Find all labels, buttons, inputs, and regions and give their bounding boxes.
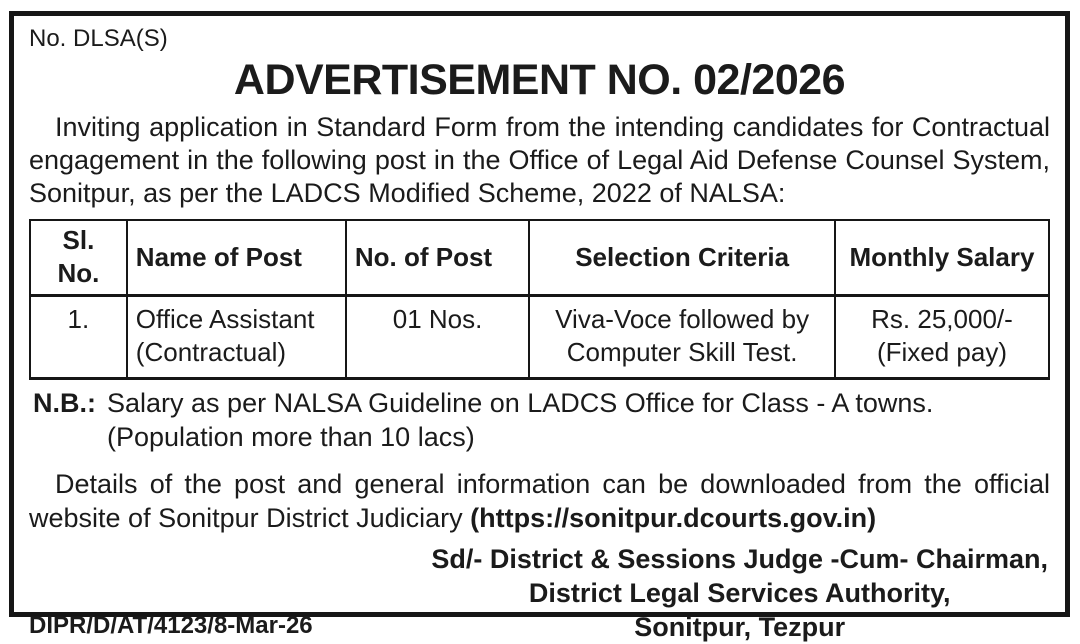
header-selection-criteria: Selection Criteria [529,220,835,296]
header-monthly-salary: Monthly Salary [835,220,1049,296]
header-name-of-post: Name of Post [127,220,346,296]
cell-name-of-post [127,296,346,379]
advertisement-title: ADVERTISEMENT NO. 02/2026 [233,56,846,104]
signature-line: Sonitpur, Tezpur [634,612,846,642]
criteria-line: Computer Skill Test. [566,337,798,367]
intro-paragraph: Inviting application in Standard Form from the intending candidates for Contractual engagement in the following post in the Office of Legal Aid Defense Counsel System, Sonitpur, as per the LADCS Modified Scheme, 2022 of NALSA: [29,112,1050,208]
footer-row [29,542,1050,644]
post-table [29,219,1050,380]
salary-line: (Fixed pay) [876,337,1007,367]
nb-text-line: (Population more than 10 lacs) [107,422,475,452]
advertisement-box [9,11,1070,642]
cell-sl-no: 1. [30,296,127,379]
table-header-row [30,220,1049,296]
nb-label: N.B.: [33,388,96,418]
salary-line: Rs. 25,000/- [871,304,1013,334]
details-paragraph [29,467,1050,535]
table-row [30,296,1049,379]
post-name-line: (Contractual) [135,337,287,367]
signature-line: District Legal Services Authority, [528,578,951,608]
website-url: (https://sonitpur.dcourts.gov.in) [470,503,877,533]
details-text: Details of the post and general information can be downloaded from the official website of Sonitpur District Judiciary [29,469,1050,533]
signature-block [431,542,1048,644]
post-name-line: Office Assistant [135,304,315,334]
header-sl-no: Sl. No. [30,220,127,296]
criteria-line: Viva-Voce followed by [555,304,810,334]
nota-bene [29,386,1050,454]
header-no-of-post: No. of Post [346,220,529,296]
cell-monthly-salary [835,296,1049,379]
cell-selection-criteria [529,296,835,379]
dipr-reference: DIPR/D/AT/4123/8-Mar-26 [29,612,313,639]
nb-text-line: Salary as per NALSA Guideline on LADCS Office for Class - A towns. [107,388,934,418]
signature-line: Sd/- District & Sessions Judge -Cum- Chairman, [431,544,1048,574]
reference-number: No. DLSA(S) [29,25,168,52]
cell-no-of-post: 01 Nos. [346,296,529,379]
